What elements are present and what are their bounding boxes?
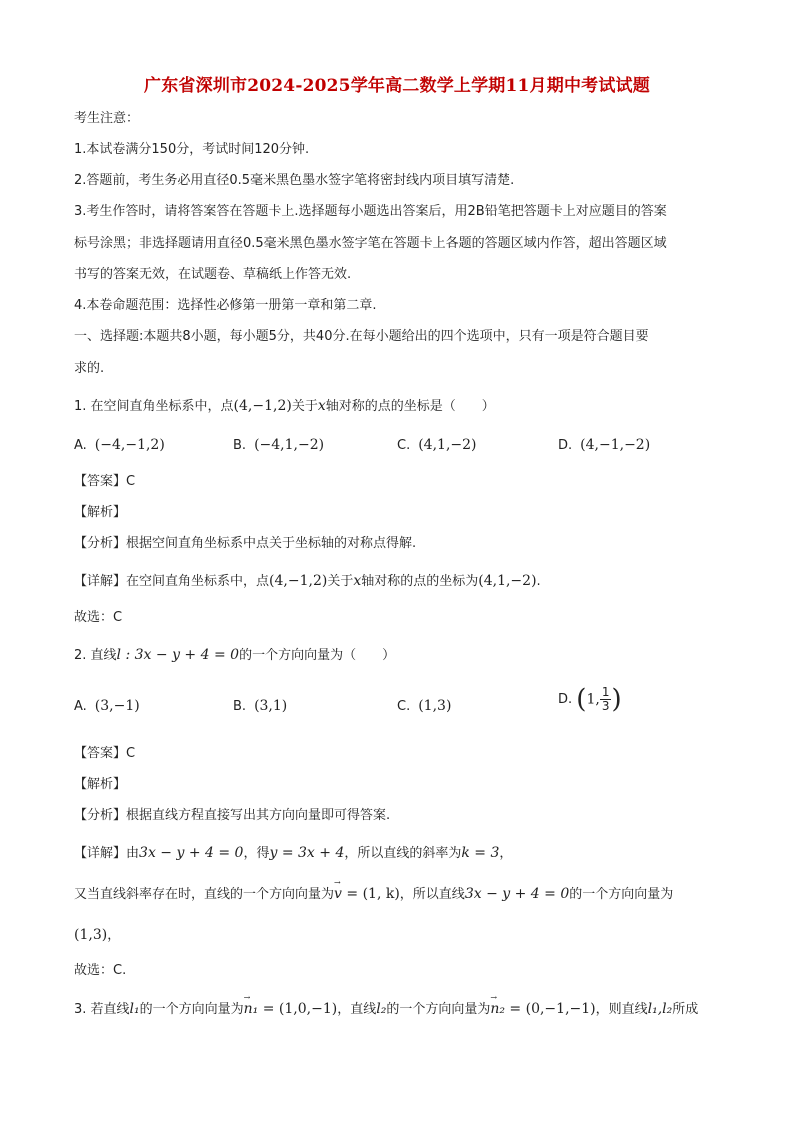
q1-choose: 故选：C — [74, 610, 123, 625]
q3-l1: l₁ — [129, 1001, 140, 1017]
notice-item-2: 2.答题前，考生务必用直径0.5毫米黑色墨水签字笔将密封线内项目填写清楚. — [74, 173, 515, 188]
q2-option-d-num: 1 — [601, 685, 610, 699]
q2-xiangjie — [74, 845, 512, 862]
q2-option-d-rparen: ) — [611, 684, 622, 715]
section-header-cont: 求的. — [74, 361, 105, 376]
q2-option-b-label: B. — [233, 699, 247, 714]
q2-analysis-tag: 【解析】 — [74, 777, 127, 792]
q2-option-b-value: (3,1) — [254, 698, 288, 714]
q1-fenxi — [74, 536, 416, 552]
q2-xj2-vector-v: → v — [334, 886, 342, 902]
q2-prefix: 2. 直线 — [74, 648, 117, 663]
q2-xiangjie-cont — [74, 886, 673, 903]
q1-prefix: 1. 在空间直角坐标系中，点 — [74, 399, 234, 414]
q2-xj2-c: 的一个方向向量为 — [569, 887, 674, 902]
q3-n1: → n₁ — [244, 1001, 259, 1017]
q1-xj-mid: 关于 — [327, 574, 354, 589]
q2-xiangjie-end — [74, 927, 120, 944]
q1-option-a — [74, 437, 165, 454]
q2-xj2-eq2: 3x − y + 4 = 0 — [464, 886, 570, 902]
q1-option-d-value: (4,−1,−2) — [580, 437, 651, 453]
q1-answer — [74, 474, 135, 490]
q2-fenxi — [74, 808, 390, 824]
q2-xj2-a: 又当直线斜率存在时，直线的一个方向向量为 — [74, 887, 335, 902]
q2-option-c — [397, 698, 451, 715]
section-header: 一、选择题:本题共8小题，每小题5分，共40分.在每小题给出的四个选项中，只有一项是符合题目要 — [74, 329, 649, 344]
q1-xiangjie — [74, 573, 541, 590]
q1-xiangjie-tag: 【详解】 — [74, 574, 127, 589]
q2-xj3-end: ， — [107, 928, 121, 943]
q3-b: ，直线 — [337, 1002, 377, 1017]
q2-xj-b: ，得 — [243, 846, 270, 861]
q1-xj-prefix: 在空间直角坐标系中，点 — [126, 574, 270, 589]
q1-option-c-value: (4,1,−2) — [418, 437, 477, 453]
q2-option-a-value: (3,−1) — [94, 698, 140, 714]
q2-choose: 故选：C. — [74, 963, 127, 978]
q2-xj3-value: (1,3) — [74, 927, 108, 943]
q2-option-d-fraction — [600, 686, 612, 713]
q3-d: ，则直线 — [595, 1002, 648, 1017]
q3-n2-value: = (0,−1,−1) — [504, 1001, 596, 1017]
q2-xj-eq1: 3x − y + 4 = 0 — [139, 845, 244, 861]
notice-item-3-end: 书写的答案无效，在试题卷、草稿纸上作答无效. — [74, 267, 352, 282]
q1-xj-mid2: 轴对称的点的坐标为 — [361, 574, 479, 589]
q1-xj-axis: x — [353, 573, 362, 589]
q1-answer-value: C — [126, 474, 136, 489]
q2-xj-d: ， — [499, 846, 513, 861]
q2-option-d-lead: 1, — [586, 691, 600, 708]
q1-analysis-tag: 【解析】 — [74, 505, 127, 520]
q1-option-c-label: C. — [397, 438, 411, 453]
q2-fenxi-text: 根据直线方程直接写出其方向向量即可得答案. — [126, 808, 391, 823]
q3-c: 的一个方向向量为 — [386, 1002, 491, 1017]
q1-mid: 关于 — [291, 399, 318, 414]
q3-n2: → n₂ — [490, 1001, 505, 1017]
q2-answer-tag: 【答案】 — [74, 746, 127, 761]
notice-item-1: 1.本试卷满分150分，考试时间120分钟. — [74, 142, 310, 157]
q1-answer-tag: 【答案】 — [74, 474, 127, 489]
q2-xj-c: ，所以直线的斜率为 — [344, 846, 462, 861]
notice-item-4: 4.本卷命题范围：选择性必修第一册第一章和第二章. — [74, 298, 377, 313]
q2-answer-value: C — [126, 746, 136, 761]
q2-option-d — [558, 686, 622, 713]
q1-xj-end: . — [536, 574, 541, 589]
q2-line-eq: l : 3x − y + 4 = 0 — [116, 647, 240, 663]
q2-answer — [74, 746, 135, 762]
q1-xj-result: (4,1,−2) — [478, 573, 537, 589]
q2-suffix: 的一个方向向量为（ ） — [239, 648, 396, 663]
q2-xiangjie-tag: 【详解】 — [74, 846, 127, 861]
q1-option-c — [397, 437, 477, 454]
q1-suffix: 轴对称的点的坐标是（ ） — [325, 399, 495, 414]
q2-xj-a: 由 — [126, 846, 140, 861]
q2-option-d-den: 3 — [601, 699, 610, 713]
q2-xj2-eq: = (1, k) — [341, 886, 400, 902]
q1-point: (4,−1,2) — [233, 398, 292, 414]
q1-option-a-value: (−4,−1,2) — [94, 437, 165, 453]
q2-fenxi-tag: 【分析】 — [74, 808, 127, 823]
q3-e: 所成 — [672, 1002, 699, 1017]
q3-l12: l₁,l₂ — [647, 1001, 673, 1017]
q3-l2: l₂ — [376, 1001, 387, 1017]
q1-xj-point: (4,−1,2) — [269, 573, 328, 589]
q2-option-d-lparen: ( — [576, 684, 587, 715]
q2-option-d-label: D. — [558, 692, 573, 707]
q2-xj2-b: ，所以直线 — [399, 887, 465, 902]
q3-prefix: 3. 若直线 — [74, 1002, 130, 1017]
q1-option-a-label: A. — [74, 438, 87, 453]
q2-option-a-label: A. — [74, 699, 87, 714]
q3-a: 的一个方向向量为 — [139, 1002, 244, 1017]
q2-option-c-label: C. — [397, 699, 411, 714]
q2-xj-eq2: y = 3x + 4 — [269, 845, 345, 861]
q1-axis: x — [317, 398, 326, 414]
q1-option-b-value: (−4,1,−2) — [254, 437, 325, 453]
q1-fenxi-tag: 【分析】 — [74, 536, 127, 551]
notice-header: 考生注意： — [74, 111, 140, 126]
q1-fenxi-text: 根据空间直角坐标系中点关于坐标轴的对称点得解. — [126, 536, 417, 551]
q2-option-b — [233, 698, 287, 715]
notice-item-3-cont: 标号涂黑；非选择题请用直径0.5毫米黑色墨水签字笔在答题卡上各题的答题区域内作答，超出答题区域 — [74, 236, 667, 251]
exam-title: 广东省深圳市2024-2025学年高二数学上学期11月期中考试试题 — [144, 76, 650, 96]
q2-option-c-value: (1,3) — [418, 698, 452, 714]
q3-n1-value: = (1,0,−1) — [258, 1001, 338, 1017]
notice-item-3: 3.考生作答时，请将答案答在答题卡上.选择题每小题选出答案后，用2B铅笔把答题卡上对应题目的答案 — [74, 204, 667, 219]
q1-option-b-label: B. — [233, 438, 247, 453]
question-1-stem — [74, 398, 495, 415]
question-3-stem — [74, 1001, 698, 1018]
q2-xj-eq3: k = 3 — [461, 845, 500, 861]
q1-option-d-label: D. — [558, 438, 573, 453]
q1-option-d — [558, 437, 650, 454]
q2-option-a — [74, 698, 140, 715]
q1-option-b — [233, 437, 324, 454]
question-2-stem — [74, 647, 395, 664]
